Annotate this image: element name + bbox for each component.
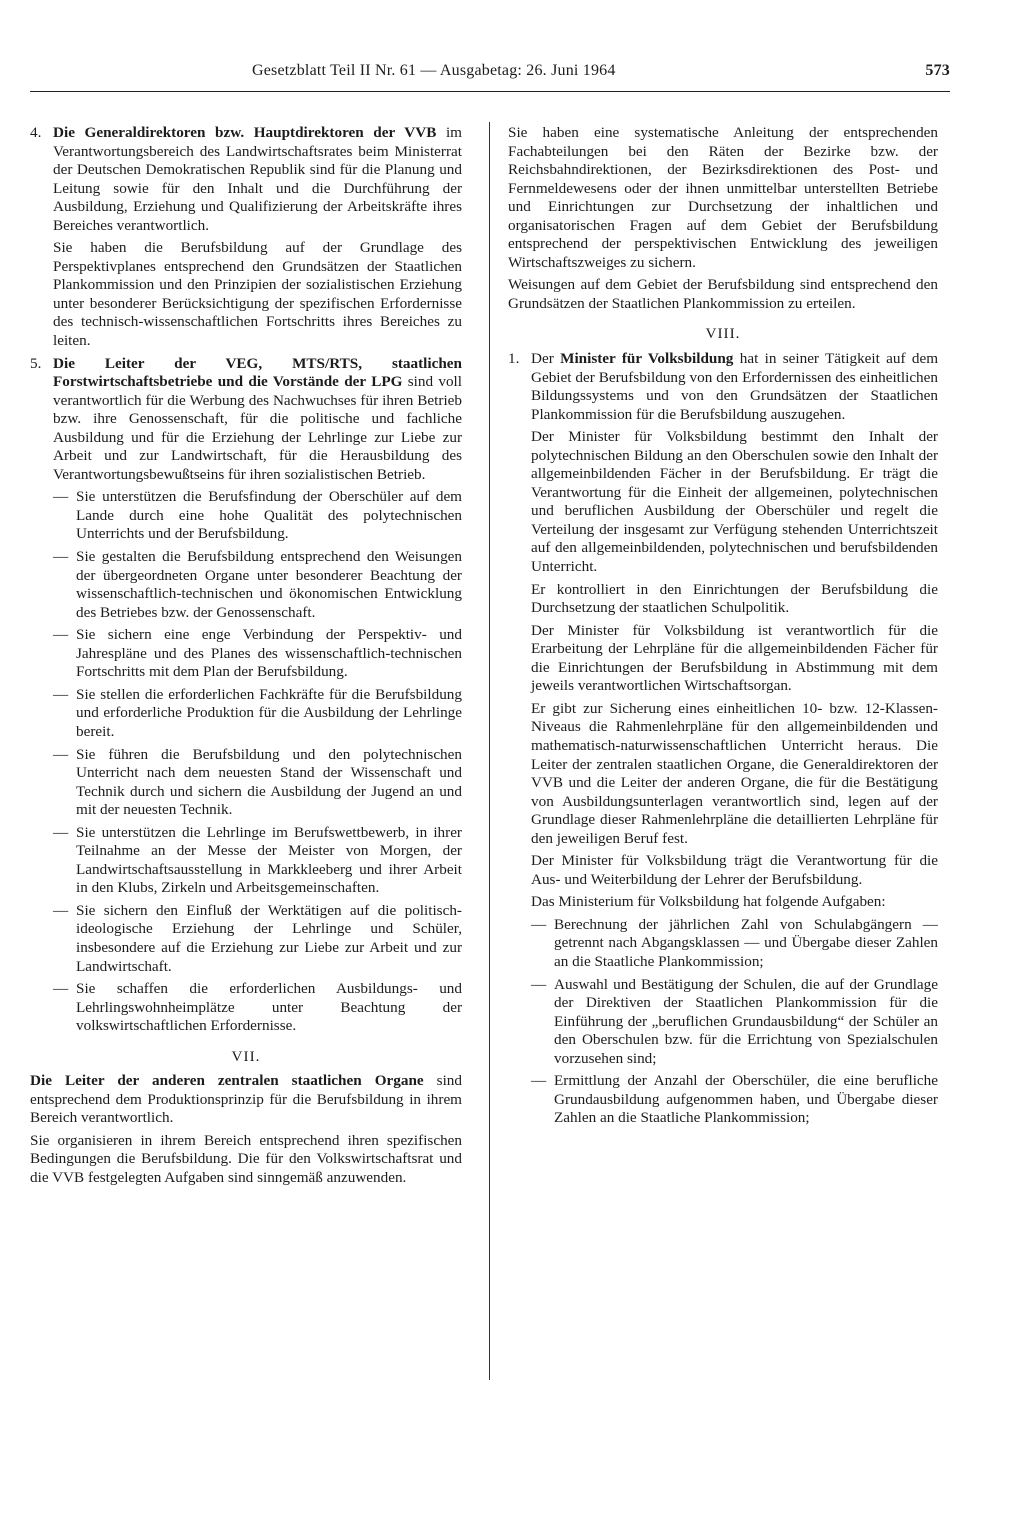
dash-marker: — <box>531 975 547 993</box>
section-vii-paragraph: Die Leiter der anderen zentralen staatlichen Organe sind entsprechend dem Produktionsprinzip für die Berufsbildung in ihrem Bereich verantwortlich. <box>30 1072 462 1127</box>
item-1-subject: Minister für Volksbildung <box>560 350 734 368</box>
column-divider <box>489 122 490 1380</box>
tasks-list <box>508 916 938 1128</box>
item-number: 4. <box>30 124 42 141</box>
section-vii-subject: Die Leiter der anderen zentralen staatlichen Organe <box>30 1072 424 1090</box>
dash-marker: — <box>53 980 69 998</box>
dash-marker: — <box>53 823 69 841</box>
paragraph: Das Ministerium für Volksbildung hat folgende Aufgaben: <box>531 893 886 911</box>
dash-marker: — <box>53 548 69 566</box>
dash-marker: — <box>531 915 547 933</box>
paragraph: Er kontrolliert in den Einrichtungen der Berufsbildung die Durchsetzung der staatlichen Schulpolitik. <box>531 580 938 617</box>
dash-marker: — <box>531 1072 547 1090</box>
continued-paragraph: Sie haben eine systematische Anleitung der entsprechenden Fachabteilungen bei den Räten der Bezirke bzw. der Reichsbahndirektionen, der Bezirksdirektionen des Post- und Fernmeldewesens oder der ihnen unmittelbar unterstellten Betriebe und Einrichtungen zur Durchsetzung der inhaltlichen und organisatorischen Fragen auf dem Gebiet der Berufsbildung entsprechend der perspektivischen Entwicklung des jeweiligen Wirtschaftszweiges zu sichern. <box>508 124 938 271</box>
dash-marker: — <box>53 488 69 506</box>
running-title: Gesetzblatt Teil II Nr. 61 — Ausgabetag: 26. Juni 1964 <box>252 62 616 79</box>
dash-marker: — <box>53 745 69 763</box>
page-number: 573 <box>925 62 950 79</box>
item-5-subject: Die Leiter der VEG, MTS/RTS, staatlichen Forstwirtschaftsbetriebe und die Vorstände der LPG <box>53 354 462 391</box>
header-rule <box>30 91 950 92</box>
paragraph: Der Minister für Volksbildung trägt die Verantwortung für die Aus- und Weiterbildung der Lehrer der Berufsbildung. <box>531 852 938 888</box>
item-1: 1. Der Minister für Volksbildung hat in seiner Tätigkeit auf dem Gebiet der Berufsbildung von den Erfordernissen des einheitlichen Bildungssystems und von den Grundsätzen der Staatlichen Plankommission für die Berufsbildung auszugehen. <box>508 350 939 423</box>
page-header <box>30 62 950 88</box>
list-item: — Ermittlung der Anzahl der Oberschüler, die eine berufliche Grundausbildung aufgenommen haben, und Übergabe dieser Zahlen an die Staatliche Plankommission; <box>531 1072 938 1127</box>
right-column <box>508 124 938 1128</box>
list-item: — Auswahl und Bestätigung der Schulen, die auf der Grundlage der Direktiven der Staatlichen Plankommission für die Einführung der „beruflichen Grundausbildung“ der Schüler an den Oberschulen bzw. für die Errichtung von Spezialschulen vorzusehen sind; <box>531 975 938 1067</box>
paragraph: Er gibt zur Sicherung eines einheitlichen 10- bzw. 12-Klassen-Niveaus die Rahmenlehrpläne für den allgemeinbildenden und mathematisch-naturwissenschaftlichen Unterricht heraus. Die Leiter der zentralen staatlichen Organe, die Generaldirektoren der VVB und die Leiter der anderen Organe, die für die Bestätigung von Ausbildungsunterlagen verantwortlich sind, legen auf der Grundlage dieser Rahmenlehrpläne die detaillierten Lehrpläne für den jeweiligen Beruf fest. <box>531 699 938 847</box>
dash-marker: — <box>53 685 69 703</box>
section-heading-vii: VII. <box>231 1047 261 1065</box>
paragraph: Der Minister für Volksbildung bestimmt den Inhalt der polytechnischen Bildung an den Oberschulen sowie den Inhalt der allgemeinbildenden Fächer in der Berufsbildung. Er trägt die Verantwortung für die Einheit der allgemeinen, polytechnischen und beruflichen Ausbildung der Oberschüler und regelt die Verteilung der insgesamt zur Verfügung stehenden Unterrichtszeit auf den allgemeinbildenden, polytechnischen und berufsbildenden Unterricht. <box>531 428 938 576</box>
list-item: — Sie führen die Berufsbildung und den polytechnischen Unterricht nach dem neuesten Stand der Wissenschaft und Technik durch und sichern die Ausbildung der Jugend an und mit der neuesten Technik. <box>53 745 462 819</box>
item-4-subject: Die Generaldirektoren bzw. Hauptdirektoren der VVB <box>53 124 437 141</box>
list-item: — Berechnung der jährlichen Zahl von Schulabgängern — getrennt nach Abgangsklassen — und Übergabe dieser Zahlen an die Staatliche Plankommission; <box>531 915 938 970</box>
list-item: — Sie unterstützen die Berufsfindung der Oberschüler auf dem Lande durch eine hohe Qualität des polytechnischen Unterrichts und der Berufsbildung. <box>53 488 462 543</box>
item-5-text: sind voll verantwortlich für die Werbung des Nachwuchses für ihren Betrieb bzw. ihre Genossenschaft, für die politische und fachliche Ausbildung und für die Erziehung der Lehrlinge zur Liebe zur Arbeit und zur Landwirtschaft, für die Herausbildung des Verantwortungsbewußtseins für ihren sozialistischen Betrieb. <box>53 373 462 483</box>
section-heading-viii: VIII. <box>705 325 741 343</box>
list-item: — Sie sichern eine enge Verbindung der Perspektiv- und Jahrespläne und des Planes des wissenschaftlich-technischen Fortschritts mit dem Plan der Berufsbildung. <box>53 626 462 681</box>
item-5-list <box>30 488 462 1035</box>
list-item: — Sie sichern den Einfluß der Werktätigen auf die politisch-ideologische Erziehung der Lehrlinge und Schüler, insbesondere auf die Erziehung zur Liebe zur Arbeit und zur Landwirtschaft. <box>53 901 462 975</box>
section-vii-paragraph-2: Sie organisieren in ihrem Bereich entsprechend ihren spezifischen Bedingungen die Berufsbildung. Die für den Volkswirtschaftsrat und die VVB festgelegten Aufgaben sind sinngemäß anzuwenden. <box>30 1131 462 1186</box>
item-4-text: im Verantwortungsbereich des Landwirtschaftsrates beim Ministerrat der Deutschen Demokratischen Republik sind für die Planung und Leitung sowie für den Inhalt und die Durchführung der Ausbildung, Erziehung und Qualifizierung der Arbeitskräfte ihres Bereiches verantwortlich. <box>53 124 462 234</box>
continued-paragraph-2: Weisungen auf dem Gebiet der Berufsbildung sind entsprechend den Grundsätzen der Staatlichen Plankommission zu erteilen. <box>508 276 938 312</box>
item-4 <box>30 124 462 235</box>
item-5 <box>30 355 462 485</box>
list-item: — Sie gestalten die Berufsbildung entsprechend den Weisungen der übergeordneten Organe unter besonderer Beachtung der wissenschaftlich-technischen und ökonomischen Entwicklung des Betriebes bzw. der Genossenschaft. <box>53 548 462 621</box>
item-number: 5. <box>30 354 42 372</box>
list-item: — Sie stellen die erforderlichen Fachkräfte für die Berufsbildung und erforderliche Produktion für die Ausbildung der Lehrlinge bereit. <box>53 685 462 740</box>
paragraph: Der Minister für Volksbildung ist verantwortlich für die Erarbeitung der Lehrpläne für die allgemeinbildenden Fächer für die Einrichtungen der Berufsbildung in Abstimmung mit dem jeweils verantwortlichen Wirtschaftsorgan. <box>531 621 938 695</box>
list-item: — Sie schaffen die erforderlichen Ausbildungs- und Lehrlingswohnheimplätze unter Beachtung der volkswirtschaftlichen Erfordernisse. <box>53 980 462 1035</box>
item-4-paragraph: Sie haben die Berufsbildung auf der Grundlage des Perspektivplanes entsprechend den Grundsätzen der Staatlichen Plankommission und den Prinzipien der sozialistischen Erziehung unter besonderer Berücksichtigung der spezifischen Erfordernisse des technisch-wissenschaftlichen Fortschritts ihres Bereiches zu leiten. <box>53 239 462 350</box>
left-column <box>30 124 462 1188</box>
list-item: — Sie unterstützen die Lehrlinge im Berufswettbewerb, in ihrer Teilnahme an der Messe der Meister von Morgen, der Landwirtschaftsausstellung in Markkleeberg und ihrer Arbeit in den Klubs, Zirkeln und Arbeitsgemeinschaften. <box>53 823 462 897</box>
dash-marker: — <box>53 626 69 644</box>
item-number: 1. <box>508 350 520 368</box>
dash-marker: — <box>53 901 69 919</box>
